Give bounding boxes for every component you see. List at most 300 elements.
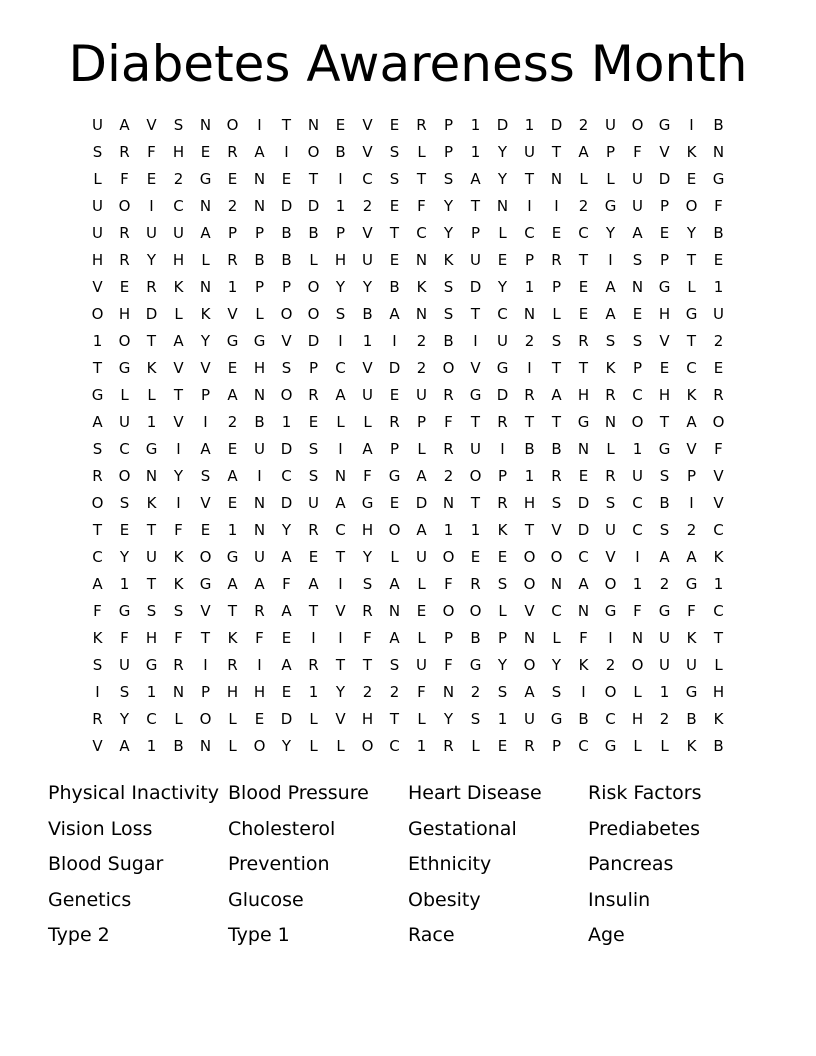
grid-letter[interactable]: E [227, 170, 238, 188]
grid-letter[interactable]: E [389, 116, 400, 134]
grid-letter[interactable]: S [200, 467, 211, 485]
grid-letter[interactable]: V [92, 278, 103, 296]
grid-letter[interactable]: C [578, 548, 589, 566]
grid-letter[interactable]: O [685, 197, 698, 215]
grid-letter[interactable]: R [146, 278, 157, 296]
grid-letter[interactable]: L [660, 737, 669, 755]
grid-letter[interactable]: E [254, 710, 265, 728]
grid-letter[interactable]: 1 [92, 332, 103, 350]
grid-letter[interactable]: A [389, 629, 400, 647]
grid-letter[interactable]: C [578, 224, 589, 242]
grid-letter[interactable]: Y [173, 467, 184, 485]
grid-letter[interactable]: E [713, 359, 724, 377]
grid-letter[interactable]: L [498, 602, 507, 620]
grid-letter[interactable]: F [120, 170, 129, 188]
grid-letter[interactable]: S [335, 305, 346, 323]
grid-letter[interactable]: H [226, 683, 239, 701]
grid-letter[interactable]: Y [443, 710, 454, 728]
grid-letter[interactable]: O [631, 413, 644, 431]
grid-letter[interactable]: T [578, 251, 589, 269]
grid-letter[interactable]: O [91, 494, 104, 512]
grid-letter[interactable]: 1 [308, 683, 319, 701]
grid-letter[interactable]: I [635, 548, 640, 566]
grid-letter[interactable]: U [92, 224, 103, 242]
grid-letter[interactable]: F [417, 197, 426, 215]
grid-letter[interactable]: T [470, 305, 481, 323]
grid-letter[interactable]: G [604, 602, 617, 620]
grid-letter[interactable]: Y [281, 521, 292, 539]
grid-letter[interactable]: T [686, 332, 697, 350]
grid-letter[interactable]: T [686, 251, 697, 269]
grid-letter[interactable]: S [443, 170, 454, 188]
grid-letter[interactable]: Y [443, 224, 454, 242]
grid-letter[interactable]: L [309, 737, 318, 755]
grid-letter[interactable]: T [173, 386, 184, 404]
grid-letter[interactable]: B [281, 251, 292, 269]
grid-letter[interactable]: P [524, 251, 535, 269]
grid-letter[interactable]: R [524, 386, 535, 404]
grid-letter[interactable]: S [551, 494, 562, 512]
grid-letter[interactable]: I [581, 683, 586, 701]
grid-letter[interactable]: S [551, 332, 562, 350]
grid-letter[interactable]: O [118, 197, 131, 215]
grid-letter[interactable]: U [146, 548, 157, 566]
grid-letter[interactable]: 2 [362, 683, 373, 701]
grid-letter[interactable]: 2 [173, 170, 184, 188]
grid-letter[interactable]: R [443, 386, 454, 404]
grid-letter[interactable]: 1 [146, 737, 157, 755]
grid-letter[interactable]: C [335, 521, 346, 539]
grid-letter[interactable]: S [389, 170, 400, 188]
grid-letter[interactable]: E [146, 170, 157, 188]
grid-letter[interactable]: C [632, 494, 643, 512]
grid-letter[interactable]: C [713, 521, 724, 539]
grid-letter[interactable]: I [338, 332, 343, 350]
grid-letter[interactable]: L [93, 170, 102, 188]
grid-letter[interactable]: A [227, 575, 238, 593]
grid-letter[interactable]: H [658, 305, 671, 323]
grid-letter[interactable]: G [658, 116, 671, 134]
grid-letter[interactable]: P [443, 143, 454, 161]
grid-letter[interactable]: N [523, 305, 536, 323]
grid-letter[interactable]: H [658, 386, 671, 404]
grid-letter[interactable]: O [469, 602, 482, 620]
grid-letter[interactable]: O [199, 548, 212, 566]
grid-letter[interactable]: G [658, 278, 671, 296]
grid-letter[interactable]: N [631, 629, 644, 647]
grid-letter[interactable]: S [146, 602, 157, 620]
grid-letter[interactable]: U [524, 710, 535, 728]
grid-letter[interactable]: N [253, 494, 266, 512]
grid-letter[interactable]: A [227, 467, 238, 485]
grid-letter[interactable]: Y [362, 278, 373, 296]
grid-letter[interactable]: 1 [713, 278, 724, 296]
grid-letter[interactable]: S [119, 683, 130, 701]
grid-letter[interactable]: F [363, 629, 372, 647]
grid-letter[interactable]: R [605, 386, 616, 404]
grid-letter[interactable]: U [362, 386, 373, 404]
grid-letter[interactable]: U [713, 305, 724, 323]
grid-letter[interactable]: L [579, 170, 588, 188]
grid-letter[interactable]: I [257, 467, 262, 485]
grid-letter[interactable]: 2 [686, 521, 697, 539]
grid-letter[interactable]: L [633, 683, 642, 701]
grid-letter[interactable]: L [363, 413, 372, 431]
grid-letter[interactable]: G [226, 332, 239, 350]
grid-letter[interactable]: R [551, 467, 562, 485]
grid-letter[interactable]: 1 [281, 413, 292, 431]
grid-letter[interactable]: E [335, 116, 346, 134]
grid-letter[interactable]: F [714, 197, 723, 215]
grid-letter[interactable]: V [335, 710, 346, 728]
grid-letter[interactable]: B [524, 440, 535, 458]
grid-letter[interactable]: O [442, 548, 455, 566]
grid-letter[interactable]: E [389, 494, 400, 512]
grid-letter[interactable]: P [497, 467, 508, 485]
grid-letter[interactable]: U [254, 548, 265, 566]
grid-letter[interactable]: C [632, 386, 643, 404]
grid-letter[interactable]: R [119, 224, 130, 242]
grid-letter[interactable]: K [146, 359, 157, 377]
grid-letter[interactable]: 1 [713, 575, 724, 593]
grid-letter[interactable]: S [632, 251, 643, 269]
grid-letter[interactable]: Y [335, 278, 346, 296]
grid-letter[interactable]: C [551, 602, 562, 620]
grid-letter[interactable]: P [254, 278, 265, 296]
grid-letter[interactable]: C [497, 305, 508, 323]
grid-letter[interactable]: S [362, 575, 373, 593]
grid-letter[interactable]: 1 [335, 197, 346, 215]
grid-letter[interactable]: V [281, 332, 292, 350]
grid-letter[interactable]: D [280, 494, 293, 512]
grid-letter[interactable]: H [712, 683, 725, 701]
grid-letter[interactable]: G [550, 710, 563, 728]
grid-letter[interactable]: 1 [632, 575, 643, 593]
grid-letter[interactable]: E [227, 359, 238, 377]
grid-letter[interactable]: H [361, 710, 374, 728]
grid-letter[interactable]: P [659, 197, 670, 215]
grid-letter[interactable]: Y [497, 656, 508, 674]
grid-letter[interactable]: G [145, 656, 158, 674]
grid-letter[interactable]: G [361, 494, 374, 512]
grid-letter[interactable]: A [119, 737, 130, 755]
grid-letter[interactable]: 2 [389, 683, 400, 701]
grid-letter[interactable]: C [281, 467, 292, 485]
grid-letter[interactable]: L [228, 737, 237, 755]
grid-letter[interactable]: V [173, 413, 184, 431]
grid-letter[interactable]: 1 [362, 332, 373, 350]
grid-letter[interactable]: D [280, 197, 293, 215]
grid-letter[interactable]: B [362, 305, 373, 323]
grid-letter[interactable]: O [307, 305, 320, 323]
grid-letter[interactable]: 2 [416, 359, 427, 377]
grid-letter[interactable]: Y [281, 737, 292, 755]
grid-letter[interactable]: V [659, 143, 670, 161]
grid-letter[interactable]: E [119, 278, 130, 296]
grid-letter[interactable]: P [254, 224, 265, 242]
grid-letter[interactable]: G [604, 197, 617, 215]
grid-letter[interactable]: I [392, 332, 397, 350]
grid-letter[interactable]: E [497, 548, 508, 566]
grid-letter[interactable]: S [497, 683, 508, 701]
grid-letter[interactable]: I [311, 629, 316, 647]
grid-letter[interactable]: K [686, 629, 697, 647]
grid-letter[interactable]: T [281, 116, 292, 134]
grid-letter[interactable]: 2 [470, 683, 481, 701]
grid-letter[interactable]: K [443, 251, 454, 269]
grid-letter[interactable]: D [307, 197, 320, 215]
grid-letter[interactable]: T [389, 224, 400, 242]
grid-letter[interactable]: N [334, 467, 347, 485]
grid-letter[interactable]: L [417, 575, 426, 593]
grid-letter[interactable]: I [473, 332, 478, 350]
grid-letter[interactable]: G [658, 440, 671, 458]
grid-letter[interactable]: R [578, 332, 589, 350]
grid-letter[interactable]: C [686, 359, 697, 377]
grid-letter[interactable]: U [632, 170, 643, 188]
grid-letter[interactable]: O [469, 467, 482, 485]
grid-letter[interactable]: E [497, 737, 508, 755]
grid-letter[interactable]: 1 [416, 737, 427, 755]
grid-letter[interactable]: G [388, 467, 401, 485]
grid-letter[interactable]: K [200, 305, 211, 323]
grid-letter[interactable]: V [200, 494, 211, 512]
grid-letter[interactable]: D [415, 494, 428, 512]
grid-letter[interactable]: D [307, 332, 320, 350]
grid-letter[interactable]: D [658, 170, 671, 188]
grid-letter[interactable]: T [470, 197, 481, 215]
grid-letter[interactable]: R [308, 656, 319, 674]
grid-letter[interactable]: C [605, 710, 616, 728]
grid-letter[interactable]: A [659, 548, 670, 566]
grid-letter[interactable]: U [92, 197, 103, 215]
grid-letter[interactable]: V [362, 116, 373, 134]
grid-letter[interactable]: N [496, 197, 509, 215]
grid-letter[interactable]: R [308, 386, 319, 404]
grid-letter[interactable]: S [551, 683, 562, 701]
grid-letter[interactable]: E [389, 197, 400, 215]
grid-letter[interactable]: V [605, 548, 616, 566]
grid-letter[interactable]: C [146, 710, 157, 728]
grid-letter[interactable]: E [119, 521, 130, 539]
grid-letter[interactable]: R [497, 413, 508, 431]
grid-letter[interactable]: S [173, 602, 184, 620]
grid-letter[interactable]: Y [335, 683, 346, 701]
grid-letter[interactable]: 2 [659, 575, 670, 593]
grid-letter[interactable]: A [281, 548, 292, 566]
grid-letter[interactable]: R [119, 251, 130, 269]
grid-letter[interactable]: C [119, 440, 130, 458]
grid-letter[interactable]: I [689, 494, 694, 512]
grid-letter[interactable]: G [712, 170, 725, 188]
grid-letter[interactable]: Y [497, 170, 508, 188]
grid-letter[interactable]: V [335, 602, 346, 620]
grid-letter[interactable]: L [174, 305, 183, 323]
grid-letter[interactable]: E [389, 386, 400, 404]
grid-letter[interactable]: T [524, 521, 535, 539]
grid-letter[interactable]: T [713, 629, 724, 647]
grid-letter[interactable]: I [284, 143, 289, 161]
grid-letter[interactable]: N [550, 575, 563, 593]
grid-letter[interactable]: A [92, 413, 103, 431]
grid-letter[interactable]: F [444, 656, 453, 674]
grid-letter[interactable]: 2 [362, 197, 373, 215]
grid-letter[interactable]: B [308, 224, 319, 242]
grid-letter[interactable]: U [146, 224, 157, 242]
grid-letter[interactable]: K [605, 359, 616, 377]
grid-letter[interactable]: N [199, 737, 212, 755]
grid-letter[interactable]: 2 [578, 116, 589, 134]
grid-letter[interactable]: Y [497, 278, 508, 296]
grid-letter[interactable]: S [659, 521, 670, 539]
grid-letter[interactable]: A [335, 386, 346, 404]
grid-letter[interactable]: R [254, 602, 265, 620]
grid-letter[interactable]: I [338, 170, 343, 188]
grid-letter[interactable]: 2 [227, 197, 238, 215]
grid-letter[interactable]: B [389, 278, 400, 296]
grid-letter[interactable]: D [145, 305, 158, 323]
grid-letter[interactable]: T [470, 413, 481, 431]
grid-letter[interactable]: H [91, 251, 104, 269]
grid-letter[interactable]: I [338, 629, 343, 647]
grid-letter[interactable]: B [443, 332, 454, 350]
grid-letter[interactable]: E [200, 143, 211, 161]
grid-letter[interactable]: A [605, 305, 616, 323]
grid-letter[interactable]: N [253, 521, 266, 539]
grid-letter[interactable]: G [226, 548, 239, 566]
grid-letter[interactable]: P [335, 224, 346, 242]
grid-letter[interactable]: K [497, 521, 508, 539]
grid-letter[interactable]: F [633, 602, 642, 620]
grid-letter[interactable]: S [389, 143, 400, 161]
grid-letter[interactable]: R [227, 143, 238, 161]
grid-letter[interactable]: I [176, 440, 181, 458]
grid-letter[interactable]: S [92, 440, 103, 458]
grid-letter[interactable]: A [605, 278, 616, 296]
grid-letter[interactable]: B [713, 224, 724, 242]
grid-letter[interactable]: S [497, 575, 508, 593]
grid-letter[interactable]: T [659, 413, 670, 431]
grid-letter[interactable]: F [147, 143, 156, 161]
grid-letter[interactable]: N [415, 251, 428, 269]
grid-letter[interactable]: I [149, 197, 154, 215]
grid-letter[interactable]: G [658, 602, 671, 620]
grid-letter[interactable]: U [416, 386, 427, 404]
grid-letter[interactable]: F [174, 521, 183, 539]
grid-letter[interactable]: E [497, 251, 508, 269]
grid-letter[interactable]: H [145, 629, 158, 647]
grid-letter[interactable]: G [118, 602, 131, 620]
grid-letter[interactable]: K [713, 548, 724, 566]
grid-letter[interactable]: I [257, 116, 262, 134]
grid-letter[interactable]: N [577, 440, 590, 458]
grid-letter[interactable]: B [713, 737, 724, 755]
grid-letter[interactable]: L [255, 305, 264, 323]
grid-letter[interactable]: H [523, 494, 536, 512]
grid-letter[interactable]: D [496, 386, 509, 404]
grid-letter[interactable]: 1 [470, 116, 481, 134]
grid-letter[interactable]: E [578, 467, 589, 485]
grid-letter[interactable]: P [443, 116, 454, 134]
grid-letter[interactable]: 1 [470, 143, 481, 161]
grid-letter[interactable]: D [550, 116, 563, 134]
grid-letter[interactable]: U [659, 629, 670, 647]
grid-letter[interactable]: T [551, 359, 562, 377]
grid-letter[interactable]: O [226, 116, 239, 134]
grid-letter[interactable]: L [633, 737, 642, 755]
grid-letter[interactable]: A [389, 575, 400, 593]
grid-letter[interactable]: T [389, 710, 400, 728]
grid-letter[interactable]: S [92, 143, 103, 161]
grid-letter[interactable]: V [524, 602, 535, 620]
grid-letter[interactable]: O [604, 683, 617, 701]
grid-letter[interactable]: O [523, 656, 536, 674]
grid-letter[interactable]: O [280, 305, 293, 323]
grid-letter[interactable]: U [254, 440, 265, 458]
grid-letter[interactable]: U [686, 656, 697, 674]
grid-letter[interactable]: N [199, 197, 212, 215]
grid-letter[interactable]: A [524, 683, 535, 701]
grid-letter[interactable]: G [685, 683, 698, 701]
grid-letter[interactable]: I [554, 197, 559, 215]
grid-letter[interactable]: S [605, 494, 616, 512]
grid-letter[interactable]: B [281, 224, 292, 242]
grid-letter[interactable]: R [605, 467, 616, 485]
grid-letter[interactable]: E [389, 251, 400, 269]
grid-letter[interactable]: L [606, 440, 615, 458]
grid-letter[interactable]: E [632, 305, 643, 323]
grid-letter[interactable]: Y [200, 332, 211, 350]
grid-letter[interactable]: 1 [497, 710, 508, 728]
grid-letter[interactable]: L [552, 305, 561, 323]
grid-letter[interactable]: U [119, 413, 130, 431]
grid-letter[interactable]: Y [443, 197, 454, 215]
grid-letter[interactable]: L [687, 278, 696, 296]
grid-letter[interactable]: G [577, 413, 590, 431]
grid-letter[interactable]: U [308, 494, 319, 512]
grid-letter[interactable]: K [416, 278, 427, 296]
grid-letter[interactable]: B [713, 116, 724, 134]
grid-letter[interactable]: T [524, 413, 535, 431]
grid-letter[interactable]: F [120, 629, 129, 647]
grid-letter[interactable]: I [257, 656, 262, 674]
grid-letter[interactable]: A [686, 413, 697, 431]
grid-letter[interactable]: S [443, 278, 454, 296]
grid-letter[interactable]: 1 [227, 521, 238, 539]
grid-letter[interactable]: O [523, 548, 536, 566]
grid-letter[interactable]: A [470, 170, 481, 188]
grid-letter[interactable]: F [444, 575, 453, 593]
grid-letter[interactable]: P [497, 629, 508, 647]
grid-letter[interactable]: K [173, 548, 184, 566]
grid-letter[interactable]: H [361, 521, 374, 539]
grid-letter[interactable]: 1 [146, 413, 157, 431]
grid-letter[interactable]: R [92, 710, 103, 728]
grid-letter[interactable]: T [308, 170, 319, 188]
grid-letter[interactable]: V [173, 359, 184, 377]
grid-letter[interactable]: N [442, 683, 455, 701]
grid-letter[interactable]: S [605, 332, 616, 350]
grid-letter[interactable]: E [578, 278, 589, 296]
grid-letter[interactable]: U [362, 251, 373, 269]
grid-letter[interactable]: Y [119, 710, 130, 728]
grid-letter[interactable]: S [389, 656, 400, 674]
grid-letter[interactable]: V [686, 440, 697, 458]
grid-letter[interactable]: H [253, 683, 266, 701]
grid-letter[interactable]: G [118, 359, 131, 377]
grid-letter[interactable]: 1 [524, 116, 535, 134]
grid-letter[interactable]: K [173, 278, 184, 296]
